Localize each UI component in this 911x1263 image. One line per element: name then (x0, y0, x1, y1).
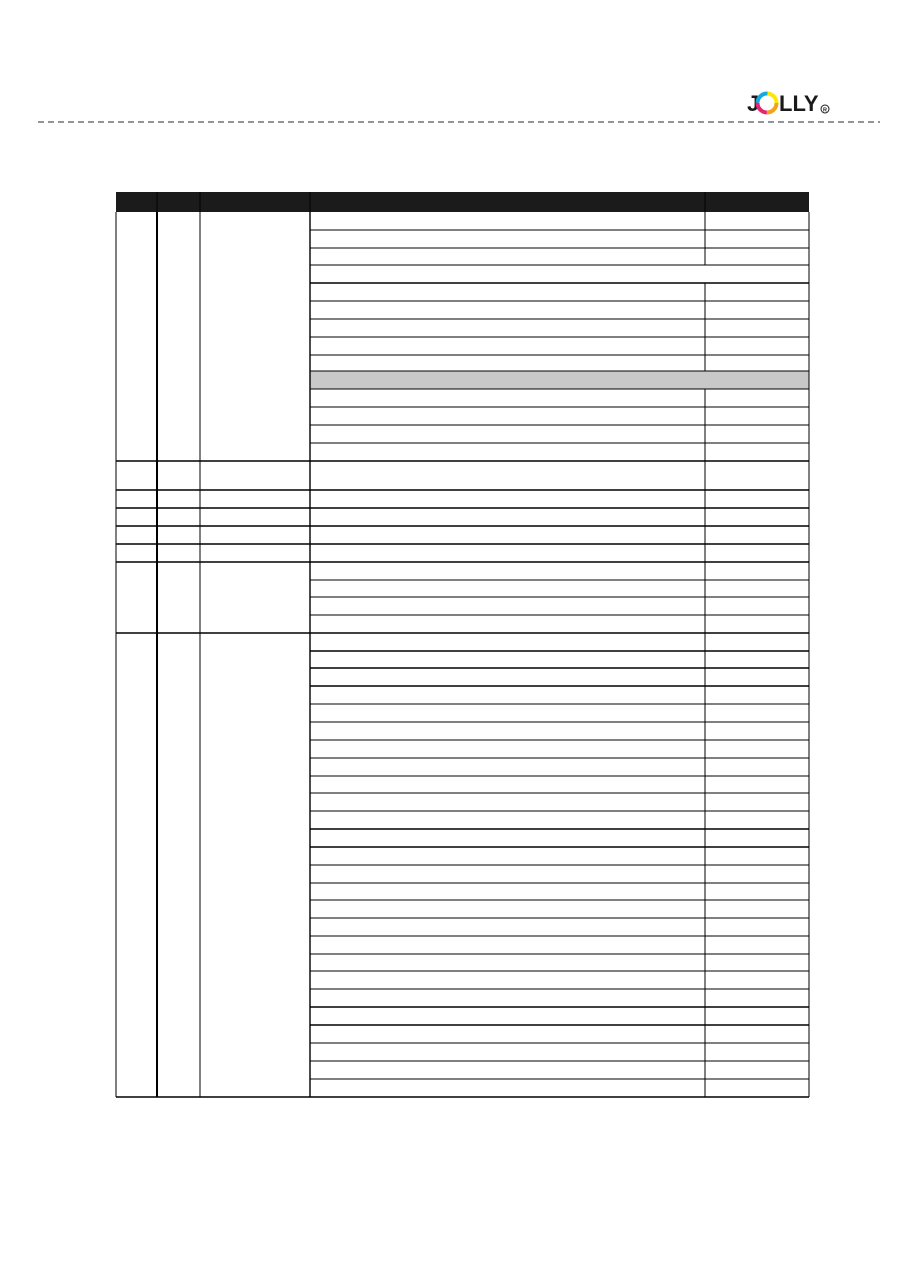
table-highlight-row (310, 371, 809, 389)
logo-letters-lly: LLY (779, 91, 819, 116)
color-ring-icon (758, 94, 777, 113)
registered-mark-icon (821, 105, 829, 114)
jolly-logo (747, 91, 829, 116)
logo-letter-j: J (747, 91, 760, 116)
svg-text:R: R (823, 107, 827, 114)
spec-table (116, 192, 809, 1097)
